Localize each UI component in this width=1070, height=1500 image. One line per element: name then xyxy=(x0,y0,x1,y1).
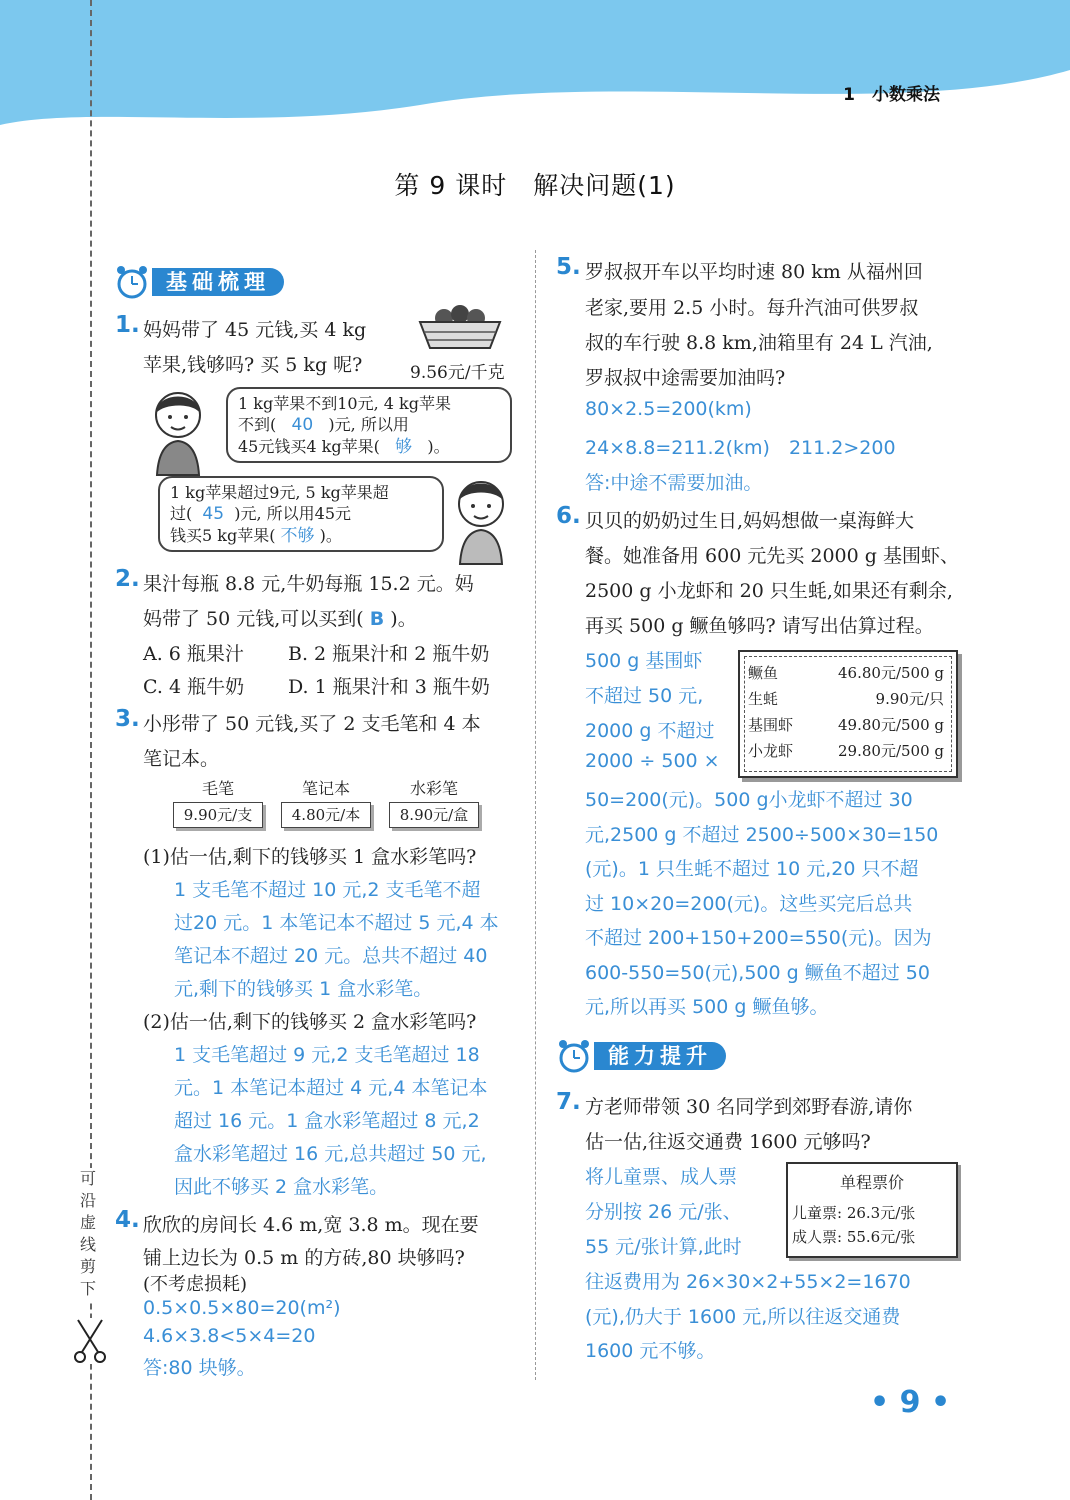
sub-question: (1)估一估,剩下的钱够买 1 盒水彩笔吗? xyxy=(143,846,477,868)
price-tag: 9.56元/千克 xyxy=(410,363,505,383)
header-wave-band xyxy=(0,0,1070,130)
answer-line: 元。1 本笔记本超过 4 元,4 本笔记本 xyxy=(174,1077,488,1099)
answer-line: 分别按 26 元/张、 xyxy=(585,1201,742,1223)
question-text: 贝贝的奶奶过生日,妈妈想做一桌海鲜大 xyxy=(585,510,915,532)
question-text: 欣欣的房间长 4.6 m,宽 3.8 m。现在要 xyxy=(143,1214,479,1236)
answer-line: 1 支毛笔超过 9 元,2 支毛笔超过 18 xyxy=(174,1044,480,1066)
question-text: 罗叔叔开车以平均时速 80 km 从福州回 xyxy=(585,261,923,283)
item-name: 毛笔 xyxy=(201,779,234,798)
item-price: 9.90元/支 xyxy=(173,802,263,828)
option-d: D. 1 瓶果汁和 3 瓶牛奶 xyxy=(288,676,490,698)
answer-line: 超过 16 元。1 盒水彩笔超过 8 元,2 xyxy=(174,1110,480,1132)
answer-line: 过20 元。1 本笔记本不超过 5 元,4 本 xyxy=(174,912,499,934)
answer: 不够 xyxy=(280,526,315,546)
answer-line: (元),仍大于 1600 元,所以往返交通费 xyxy=(585,1306,901,1328)
apple-basket-icon xyxy=(414,302,506,352)
section-title: 能力提升 xyxy=(594,1042,726,1070)
item-name: 笔记本 xyxy=(301,779,350,798)
table-row: 小龙虾 29.80元/500 g xyxy=(748,742,944,760)
answer-line: 50=200(元)。500 g小龙虾不超过 30 xyxy=(585,789,913,811)
answer-line: 往返费用为 26×30×2+55×2=1670 xyxy=(585,1271,911,1293)
speech-bubble-2: 1 kg苹果超过9元, 5 kg苹果超 过( 45 )元, 所以用45元 钱买5 kg苹果( 不够 )。 xyxy=(158,476,444,552)
answer-line: 盒水彩笔超过 16 元,总共超过 50 元, xyxy=(174,1143,487,1165)
answer-line: 4.6×3.8<5×4=20 xyxy=(143,1325,316,1347)
answer-line: 将儿童票、成人票 xyxy=(585,1166,738,1188)
answer-line: (元)。1 只生蚝不超过 10 元,20 只不超 xyxy=(585,858,919,880)
answer-line: 元,所以再买 500 g 鳜鱼够。 xyxy=(585,996,829,1018)
question-text: 笔记本。 xyxy=(143,748,220,770)
question-text: 苹果,钱够吗? 买 5 kg 呢? xyxy=(143,354,363,376)
question-number: 7. xyxy=(556,1089,581,1115)
question-text: 铺上边长为 0.5 m 的方砖,80 块够吗? xyxy=(143,1247,465,1269)
alarm-clock-icon xyxy=(112,264,152,300)
answer-choice: B xyxy=(369,608,385,630)
answer-line: 元,2500 g 不超过 2500÷500×30=150 xyxy=(585,824,939,846)
alarm-clock-icon xyxy=(554,1038,594,1074)
lesson-title: 第 9 课时 解决问题(1) xyxy=(394,171,676,200)
item-name: 水彩笔 xyxy=(409,779,458,798)
answer-line: 2000 ÷ 500 × xyxy=(585,750,720,772)
option-c: C. 4 瓶牛奶 xyxy=(143,676,245,698)
question-text: 妈妈带了 45 元钱,买 4 kg xyxy=(143,319,367,341)
speech-bubble-1: 1 kg苹果不到10元, 4 kg苹果 不到( 40 )元, 所以用 45元钱买4 kg苹果( 够 )。 xyxy=(226,387,512,463)
child-ticket-price: 儿童票: 26.3元/张 xyxy=(792,1204,916,1222)
cut-instruction: 可 沿 虚 线 剪 下 xyxy=(77,1168,99,1300)
chapter-label: 1 小数乘法 xyxy=(843,85,940,105)
question-text: 妈带了 50 元钱,可以买到( B )。 xyxy=(143,608,417,630)
question-text: 老家,要用 2.5 小时。每升汽油可供罗叔 xyxy=(585,297,919,319)
question-number: 1. xyxy=(115,312,140,338)
column-divider xyxy=(535,250,536,1380)
question-text: 再买 500 g 鳜鱼够吗? 请写出估算过程。 xyxy=(585,615,934,637)
answer-line: 80×2.5=200(km) xyxy=(585,398,752,420)
answer-line: 1600 元不够。 xyxy=(585,1340,716,1362)
answer-line: 答:中途不需要加油。 xyxy=(585,472,763,494)
answer-line: 1 支毛笔不超过 10 元,2 支毛笔不超 xyxy=(174,879,481,901)
table-row: 基围虾 49.80元/500 g xyxy=(748,716,944,734)
question-text: 餐。她准备用 600 元先买 2000 g 基围虾、 xyxy=(585,545,959,567)
sub-question: (2)估一估,剩下的钱够买 2 盒水彩笔吗? xyxy=(143,1011,477,1033)
answer-line: 55 元/张计算,此时 xyxy=(585,1236,742,1258)
answer-line: 600-550=50(元),500 g 鳜鱼不超过 50 xyxy=(585,962,930,984)
question-number: 2. xyxy=(115,566,140,592)
question-number: 5. xyxy=(556,254,581,280)
item-price: 4.80元/本 xyxy=(281,802,371,828)
answer-line: 不超过 50 元, xyxy=(585,685,704,707)
question-text: 小彤带了 50 元钱,买了 2 支毛笔和 4 本 xyxy=(143,713,481,735)
adult-ticket-price: 成人票: 55.6元/张 xyxy=(792,1228,916,1246)
answer: 够 xyxy=(395,437,413,457)
answer-line: 过 10×20=200(元)。这些买完后总共 xyxy=(585,893,913,915)
section-banner-basic xyxy=(112,264,312,300)
question-text: 叔的车行驶 8.8 km,油箱里有 24 L 汽油, xyxy=(585,332,933,354)
answer-line: 24×8.8=211.2(km) 211.2>200 xyxy=(585,437,896,459)
question-number: 6. xyxy=(556,503,581,529)
ticket-title: 单程票价 xyxy=(839,1173,904,1192)
answer: 40 xyxy=(291,415,314,435)
answer-line: 元,剩下的钱够买 1 盒水彩笔。 xyxy=(174,978,433,1000)
answer-line: 笔记本不超过 20 元。总共不超过 40 xyxy=(174,945,488,967)
answer-line: 答:80 块够。 xyxy=(143,1357,256,1379)
table-row: 生蚝 9.90元/只 xyxy=(748,690,944,708)
question-text: (不考虑损耗) xyxy=(143,1274,248,1295)
answer-line: 因此不够买 2 盒水彩笔。 xyxy=(174,1176,389,1198)
page-number: • 9 • xyxy=(870,1385,951,1420)
question-text: 2500 g 小龙虾和 20 只生蚝,如果还有剩余, xyxy=(585,580,953,602)
section-title: 基础梳理 xyxy=(152,268,284,296)
answer-line: 不超过 200+150+200=550(元)。因为 xyxy=(585,927,932,949)
question-number: 3. xyxy=(115,706,140,732)
question-text: 方老师带领 30 名同学到郊野春游,请你 xyxy=(585,1096,913,1118)
section-banner-advanced xyxy=(554,1038,754,1074)
table-row: 鳜鱼 46.80元/500 g xyxy=(748,664,944,682)
option-b: B. 2 瓶果汁和 2 瓶牛奶 xyxy=(288,643,490,665)
answer-line: 500 g 基围虾 xyxy=(585,650,703,672)
question-number: 4. xyxy=(115,1207,140,1233)
item-price: 8.90元/盒 xyxy=(389,802,479,828)
boy-avatar xyxy=(446,474,516,566)
question-text: 果汁每瓶 8.8 元,牛奶每瓶 15.2 元。妈 xyxy=(143,573,474,595)
answer-line: 2000 g 不超过 xyxy=(585,720,715,742)
question-text: 估一估,往返交通费 1600 元够吗? xyxy=(585,1131,871,1153)
seafood-price-table xyxy=(738,650,958,778)
answer: 45 xyxy=(202,504,225,524)
answer-line: 0.5×0.5×80=20(m²) xyxy=(143,1297,341,1319)
girl-avatar xyxy=(143,385,213,477)
ticket-price-notice xyxy=(786,1162,958,1258)
scissors-icon xyxy=(70,1318,110,1364)
option-a: A. 6 瓶果汁 xyxy=(143,643,244,665)
question-text: 罗叔叔中途需要加油吗? xyxy=(585,367,786,389)
